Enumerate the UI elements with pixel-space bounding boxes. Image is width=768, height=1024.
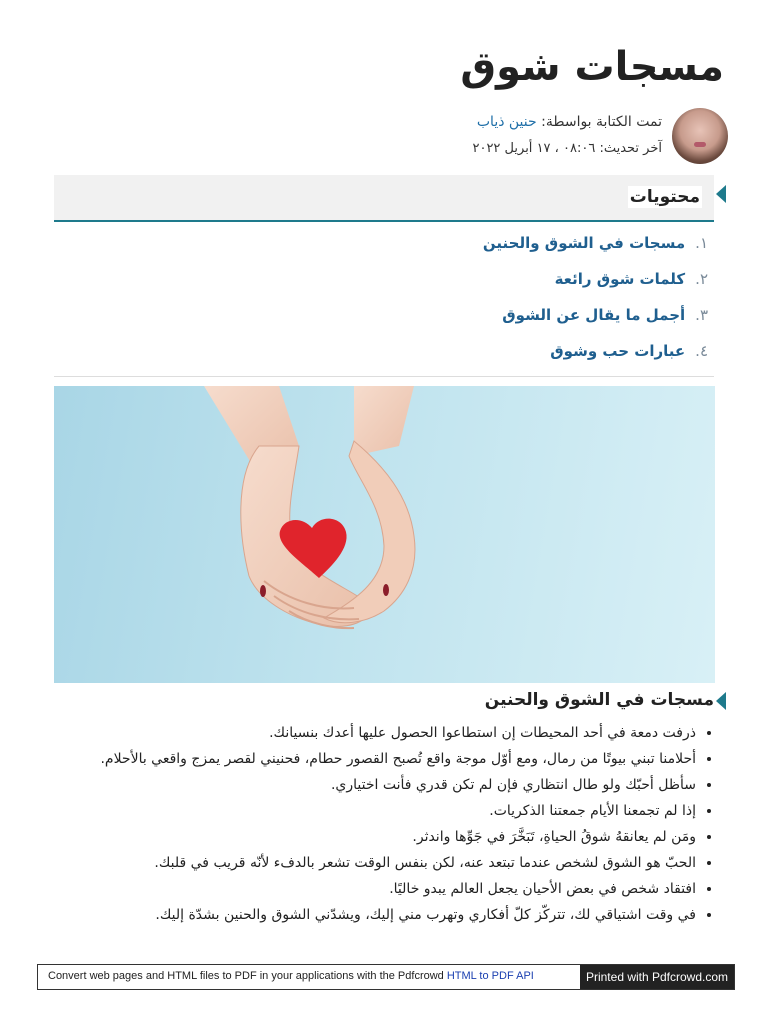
list-item: • أحلامنا تبني بيوتًا من رمال، ومع أوّل موجة واقع تُصبح القصور حطام، فحنيني لقصر يمزج واقعي بالأحلام. <box>26 746 696 772</box>
author-name-link[interactable]: حنين ذياب <box>476 114 537 130</box>
toc-item-label: كلمات شوق رائعة <box>554 270 686 288</box>
toc-item-number: ١. <box>695 234 708 252</box>
divider <box>54 376 714 377</box>
toc-toggle-arrow-icon[interactable] <box>716 185 726 203</box>
footer-printed-with[interactable]: Printed with Pdfcrowd.com <box>580 965 734 989</box>
toc-item-3[interactable] <box>108 306 708 342</box>
message-list <box>26 720 718 928</box>
toc-item-label: أجمل ما يقال عن الشوق <box>502 306 686 324</box>
list-item: • سأظل أحبّك ولو طال انتظاري فإن لم تكن قدري فأنت اختياري. <box>26 772 696 798</box>
toc-item-4[interactable] <box>108 342 708 378</box>
toc-item-number: ٣. <box>695 306 708 324</box>
list-item: • إذا لم تجمعنا الأيام جمعتنا الذكريات. <box>26 798 696 824</box>
hero-image-hands-heart <box>54 386 715 683</box>
toc-header[interactable] <box>54 175 714 222</box>
author-line <box>477 114 662 130</box>
toc-item-number: ٢. <box>695 270 708 288</box>
footer-promo: Convert web pages and HTML files to PDF in your applications with the Pdfcrowd <box>48 970 444 982</box>
toc-item-number: ٤. <box>695 342 708 360</box>
hands-heart-illustration <box>54 386 715 683</box>
toc-item-label: عبارات حب وشوق <box>550 342 686 360</box>
footer-text <box>48 970 534 982</box>
author-prefix: تمت الكتابة بواسطة: <box>541 114 662 130</box>
list-item: • الحبّ هو الشوق لشخص عندما تبتعد عنه، لكن بنفس الوقت تشعر بالدفء لأنّه قريب في قلبك. <box>26 850 696 876</box>
article-title: مسجات شوق <box>460 44 724 90</box>
list-item: • افتقاد شخص في بعض الأحيان يجعل العالم يبدو خاليًا. <box>26 876 696 902</box>
toc-list <box>108 234 708 378</box>
avatar[interactable] <box>672 108 728 164</box>
footer-api-link[interactable]: HTML to PDF API <box>446 970 534 982</box>
author-info <box>348 108 728 168</box>
section-heading: مسجات في الشوق والحنين <box>484 690 714 710</box>
last-updated: آخر تحديث: ٠٨:٠٦ ، ١٧ أبريل ٢٠٢٢ <box>472 141 662 156</box>
toc-item-2[interactable] <box>108 270 708 306</box>
section-marker-icon <box>716 692 726 710</box>
pdf-footer-banner <box>37 964 735 990</box>
list-item: • ومَن لم يعانقهُ شوقُ الحياةِ، تَبَخَّرَ في جَوِّها واندثر. <box>26 824 696 850</box>
list-item: • في وقت اشتياقي لك، تتركّز كلّ أفكاري وتهرب مني إليك، ويشدّني الشوق والحنين بشدّة إليك. <box>26 902 696 928</box>
toc-item-1[interactable] <box>108 234 708 270</box>
toc-label: محتويات <box>629 187 700 207</box>
toc-item-label: مسجات في الشوق والحنين <box>482 234 686 252</box>
list-item: • ذرفت دمعة في أحد المحيطات إن استطاعوا الحصول عليها أعدك بنسيانك. <box>26 720 696 746</box>
